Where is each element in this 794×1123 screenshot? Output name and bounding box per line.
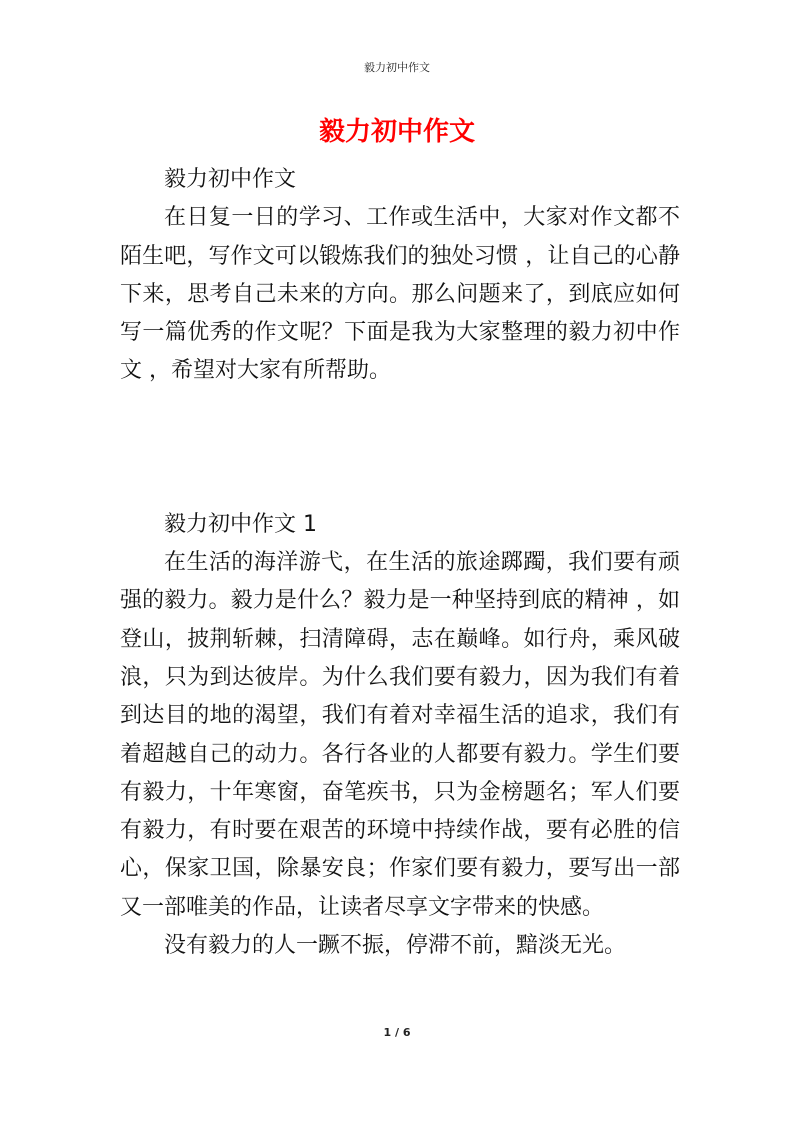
body-paragraph: 在生活的海洋游弋，在生活的旅途踯躅，我们要有顽强的毅力。毅力是什么？毅力是一种坚持到底的精神 ，如登山，披荆斩棘，扫清障碍，志在巅峰。如行舟，乘风破浪，只为到达彼岸。为什么我们要有毅力，因为我们有着到达目的地的渴望，我们有着对幸福生活的追求，我们有着超越自己的动力。各行各业的人都要有毅力。学生们要有毅力，十年寒窗，奋笔疾书，只为金榜题名；军人们要有毅力，有时要在艰苦的环境中持续作战，要有必胜的信心，保家卫国，除暴安良；作家们要有毅力，要写出一部又一部唯美的作品，让读者尽享文字带来的快感。 xyxy=(120,550,680,920)
blank-spacer xyxy=(120,391,680,506)
running-header: 毅力初中作文 xyxy=(364,61,430,74)
document-title: 毅力初中作文 xyxy=(318,117,475,147)
subtitle-paragraph: 毅力初中作文 xyxy=(164,167,297,192)
body-paragraph: 没有毅力的人一蹶不振，停滞不前，黯淡无光。 xyxy=(164,933,627,959)
document-body xyxy=(120,161,680,965)
section-heading: 毅力初中作文 1 xyxy=(164,511,317,537)
page-number: 1 / 6 xyxy=(383,1026,411,1039)
intro-paragraph: 在日复一日的学习、工作或生活中，大家对作文都不陌生吧，写作文可以锻炼我们的独处习惯 ，让自己的心静下来，思考自己未来的方向。那么问题来了，到底应如何写一篇优秀的作文呢？下面是我为大家整理的毅力初中作文 ，希望对大家有所帮助。 xyxy=(120,205,680,384)
